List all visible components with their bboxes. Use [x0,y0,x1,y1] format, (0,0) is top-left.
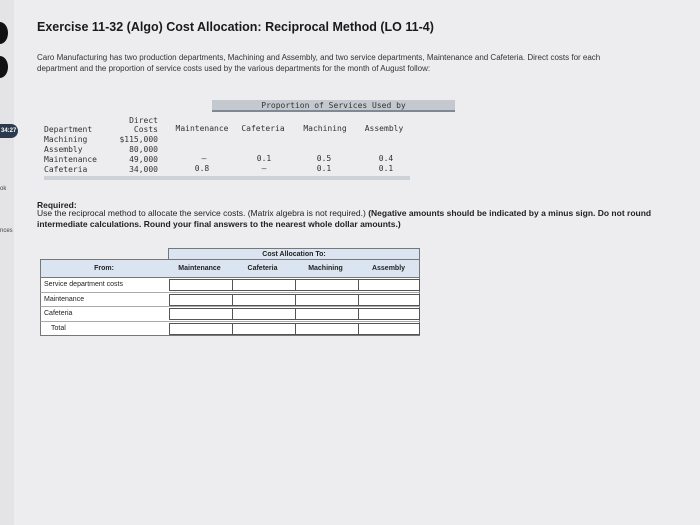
col-header-maintenance: Maintenance [178,265,221,272]
costs-header: Costs [133,125,158,134]
row-assembly-value: 0.1 [378,164,394,173]
sidebar-fragment: nces [0,228,13,234]
total-assembly-input[interactable] [358,323,420,335]
cafeteria-maintenance-input[interactable] [169,308,233,320]
service-costs-assembly-input[interactable] [358,279,420,291]
row-machining-value: 0.1 [316,164,332,173]
row-label-maintenance: Maintenance [44,295,85,303]
col-header-assembly: Assembly [364,124,404,133]
row-department: Cafeteria [44,165,88,174]
required-text: Use the reciprocal method to allocate the service costs. (Matrix algebra is not required.) [37,208,366,218]
row-direct-cost: 49,000 [129,155,158,164]
col-header-maintenance: Maintenance [175,124,229,133]
maintenance-maintenance-input[interactable] [169,294,233,306]
service-costs-cafeteria-input[interactable] [232,279,296,291]
cafeteria-assembly-input[interactable] [358,308,420,320]
cafeteria-cafeteria-input[interactable] [232,308,296,320]
row-label-cafeteria: Cafeteria [44,310,73,317]
row-maintenance-value: – [201,154,207,163]
row-label-service-costs: Service department costs [44,281,123,288]
row-department: Assembly [44,145,83,154]
total-machining-input[interactable] [295,323,359,335]
sidebar-fragment: ok [0,186,7,192]
col-header-machining: Machining [308,265,343,272]
row-machining-value: 0.5 [316,154,332,163]
total-cafeteria-input[interactable] [232,323,296,335]
from-header: From: [94,265,114,272]
row-maintenance-value: 0.8 [194,164,210,173]
row-direct-cost: 80,000 [129,145,158,154]
maintenance-cafeteria-input[interactable] [232,294,296,306]
total-maintenance-input[interactable] [169,323,233,335]
required-label: Required: [37,200,77,210]
col-header-cafeteria: Cafeteria [247,265,278,272]
col-header-cafeteria: Cafeteria [241,124,285,133]
table-bottom-rule [44,176,410,180]
row-department: Machining [44,135,88,144]
cost-allocation-table [40,248,420,336]
page-title: Exercise 11-32 (Algo) Cost Allocation: Reciprocal Method (LO 11-4) [37,20,434,34]
proportion-group-header: Proportion of Services Used by [212,100,455,112]
required-instructions [37,208,657,229]
service-costs-maintenance-input[interactable] [169,279,233,291]
row-assembly-value: 0.4 [378,154,394,163]
left-sidebar-strip [0,0,14,525]
row-label-total: Total [51,324,66,332]
cafeteria-machining-input[interactable] [295,308,359,320]
table-row [40,307,420,322]
row-department: Maintenance [44,155,97,164]
row-direct-cost: $115,000 [119,135,158,144]
table-row [40,293,420,308]
required-bold-text: (Negative amounts should be indicated by a minus sign. Do not round intermediate calculations. Round your final answers to the nearest whole dollar amounts.) [37,208,652,229]
row-direct-cost: 34,000 [129,165,158,174]
direct-header: Direct [129,116,158,125]
row-cafeteria-value: 0.1 [256,154,272,163]
col-header-assembly: Assembly [371,265,406,272]
row-cafeteria-value: – [261,164,267,173]
service-costs-machining-input[interactable] [295,279,359,291]
problem-intro: Caro Manufacturing has two production departments, Machining and Assembly, and two service departments, Maintenance and Cafeteria. Direct costs for each department and the proportion of service costs used by the various departments for the month of August follow: [37,53,601,73]
maintenance-machining-input[interactable] [295,294,359,306]
department-header: Department [44,125,93,134]
col-header-machining: Machining [303,124,347,133]
table-row [40,322,420,337]
allocation-group-header: Cost Allocation To: [168,248,420,259]
table-row [40,278,420,293]
timer-badge: 34:27 [0,124,18,138]
maintenance-assembly-input[interactable] [358,294,420,306]
